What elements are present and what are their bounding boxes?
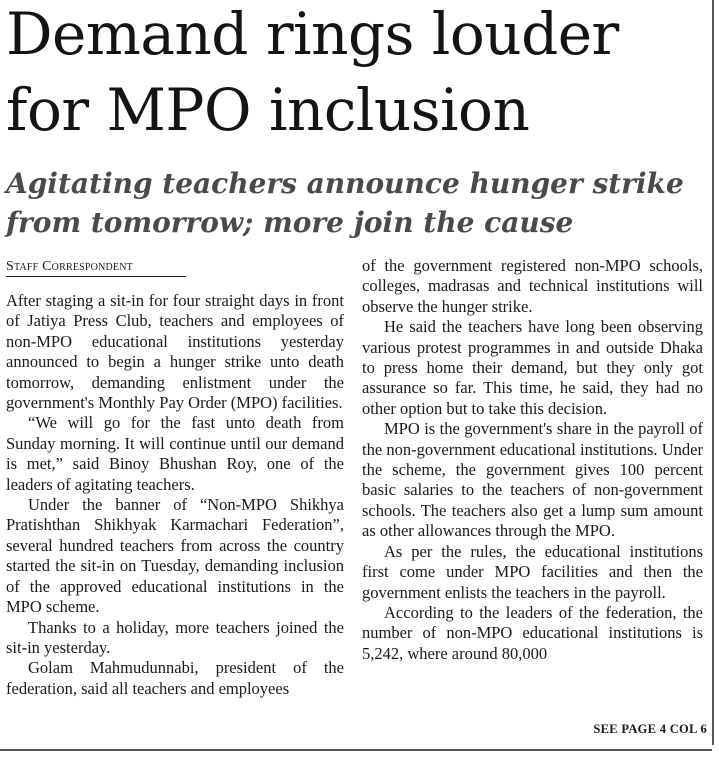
- headline: [6, 0, 706, 148]
- paragraph: MPO is the government's share in the payroll of the non-government educational institutions. Under the scheme, the government gives 100 percent basic salaries to the teachers of non-government schools. The teachers also get a lump sum amount as other allowances through the MPO.: [362, 419, 703, 541]
- subheadline-line-1: Agitating teachers announce hunger strike: [6, 167, 684, 200]
- article-column-2: [362, 256, 703, 664]
- paragraph: Thanks to a holiday, more teachers joined the sit-in yesterday.: [6, 617, 344, 657]
- headline-line-1: Demand rings louder: [6, 0, 619, 68]
- paragraph: of the government registered non-MPO schools, colleges, madrasas and technical institutions will observe the hunger strike.: [362, 256, 703, 316]
- column-rule-right: [712, 0, 714, 745]
- paragraph: “We will go for the fast unto death from Sunday morning. It will continue until our demand is met,” said Binoy Bhushan Roy, one of the leaders of agitating teachers.: [6, 413, 344, 494]
- subheadline-line-2: from tomorrow; more join the cause: [6, 206, 574, 239]
- paragraph: Golam Mahmudunnabi, president of the federation, said all teachers and employees: [6, 658, 344, 698]
- paragraph: As per the rules, the educational institutions first come under MPO facilities and then the government enlists the teachers in the payroll.: [362, 541, 703, 602]
- article-column-1: [6, 291, 344, 699]
- headline-line-2: for MPO inclusion: [6, 76, 530, 144]
- subheadline: [6, 164, 706, 242]
- article-bottom-rule: [0, 749, 712, 751]
- paragraph: According to the leaders of the federation, the number of non-MPO educational institutions is 5,242, where around 80,000: [362, 602, 703, 663]
- paragraph: He said the teachers have long been observing various protest programmes in and outside Dhaka to press home their demand, but they only got assurance so far. This time, he said, they had no other option but to take this decision.: [362, 317, 703, 418]
- byline: Staff Correspondent: [6, 259, 186, 277]
- continued-on-page-note: SEE PAGE 4 COL 6: [593, 722, 707, 736]
- paragraph: After staging a sit-in for four straight days in front of Jatiya Press Club, teachers and employees of non-MPO educational institutions yesterday announced to begin a hunger strike unto death tomorrow, demanding enlistment under the government's Monthly Pay Order (MPO) facilities.: [6, 291, 344, 413]
- paragraph: Under the banner of “Non-MPO Shikhya Pratishthan Shikhyak Karmachari Federation”, several hundred teachers from across the country started the sit-in on Tuesday, demanding inclusion of the approved educational institutions in the MPO scheme.: [6, 495, 344, 617]
